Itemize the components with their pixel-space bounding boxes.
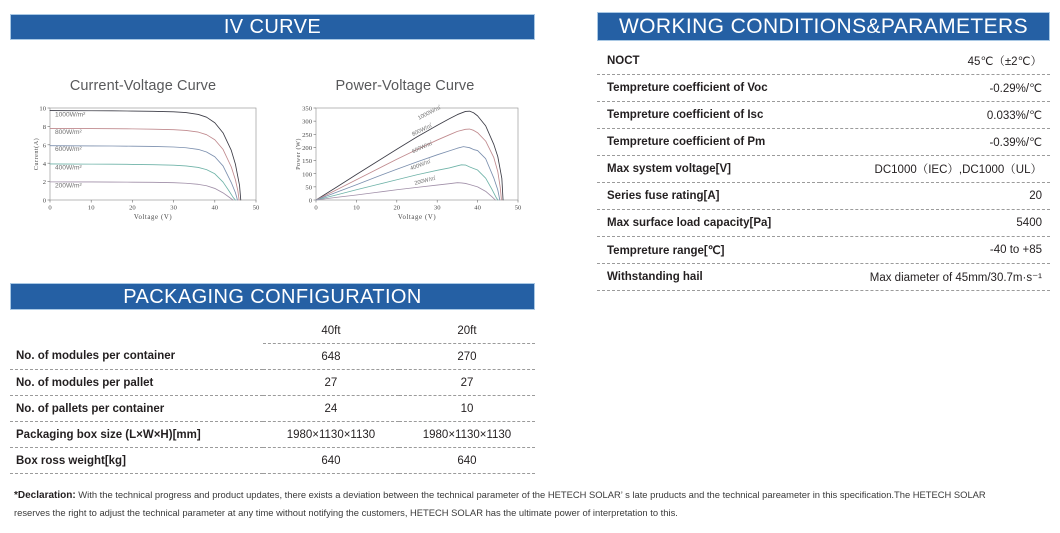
packaging-table (10, 318, 535, 474)
column-header-20ft: 20ft (399, 318, 535, 344)
declaration-text: With the technical progress and product updates, there exists a deviation between the technical parameter of the HETECH SOLAR’ s late pruducts and the technical pareameter in this specification.The HETECH SOLAR reserves the right to adjust the technical parameter at any time without notifying the customers, HETECH SOLAR has the ultimate power of interpretation to this. (14, 489, 986, 518)
svg-text:30: 30 (433, 204, 441, 212)
table-row (597, 129, 1050, 156)
packaging-row-label: No. of modules per pallet (10, 370, 263, 396)
chart-power-voltage (280, 46, 530, 261)
table-row (10, 422, 535, 448)
section-header-working-conditions (597, 12, 1050, 41)
packaging-value-40ft: 27 (263, 370, 399, 396)
svg-text:1000W/㎡: 1000W/㎡ (417, 104, 443, 122)
svg-text:Current(A): Current(A) (33, 137, 40, 171)
parameter-label: Tempreture coefficient of Voc (597, 75, 820, 102)
svg-text:350: 350 (302, 105, 312, 113)
packaging-header-blank (10, 318, 263, 344)
svg-text:Voltage (V): Voltage (V) (397, 214, 437, 221)
packaging-value-20ft: 10 (399, 396, 535, 422)
table-header-row (10, 318, 535, 344)
svg-text:800W/㎡: 800W/㎡ (411, 122, 434, 138)
table-row (597, 156, 1050, 183)
parameter-value: 45℃（±2℃） (820, 48, 1050, 75)
svg-text:2: 2 (42, 179, 46, 187)
packaging-row-label: Box ross weight[kg] (10, 448, 263, 474)
svg-text:6: 6 (42, 142, 46, 150)
parameter-value: Max diameter of 45mm/30.7m·s⁻¹ (820, 264, 1050, 291)
svg-text:150: 150 (302, 158, 312, 166)
parameter-label: Withstanding hail (597, 264, 820, 291)
svg-text:Power (W): Power (W) (295, 138, 302, 170)
svg-text:10: 10 (39, 105, 46, 113)
table-row (597, 264, 1050, 291)
table-row (10, 396, 535, 422)
parameter-label: Tempreture range[℃] (597, 237, 820, 264)
parameter-value: 0.033%/℃ (820, 102, 1050, 129)
packaging-value-40ft: 1980×1130×1130 (263, 422, 399, 448)
table-row (10, 344, 535, 370)
parameter-value: 5400 (820, 210, 1050, 237)
svg-text:10: 10 (87, 204, 95, 212)
packaging-value-20ft: 1980×1130×1130 (399, 422, 535, 448)
packaging-value-40ft: 24 (263, 396, 399, 422)
svg-text:0: 0 (308, 197, 312, 205)
svg-text:4: 4 (42, 160, 46, 168)
parameter-value: -0.39%/℃ (820, 129, 1050, 156)
svg-text:Voltage (V): Voltage (V) (133, 214, 173, 221)
packaging-row-label: No. of modules per container (10, 344, 263, 370)
parameter-value: DC1000（IEC）,DC1000（UL） (820, 156, 1050, 183)
chart-title-power-voltage: Power-Voltage Curve (335, 78, 475, 94)
parameter-label: Series fuse rating[A] (597, 183, 820, 210)
svg-text:30: 30 (170, 204, 177, 212)
table-row (10, 370, 535, 396)
svg-text:1000W/m²: 1000W/m² (54, 111, 86, 119)
parameter-label: NOCT (597, 48, 820, 75)
packaging-title: PACKAGING CONFIGURATION (123, 285, 422, 308)
svg-text:0: 0 (42, 197, 46, 205)
svg-text:300: 300 (302, 118, 312, 126)
table-row (597, 48, 1050, 75)
packaging-row-label: Packaging box size (L×W×H)[mm] (10, 422, 263, 448)
parameter-value: -0.29%/℃ (820, 75, 1050, 102)
svg-text:20: 20 (129, 204, 136, 212)
declaration-label: *Declaration: (14, 490, 76, 501)
svg-text:40: 40 (211, 204, 219, 212)
svg-text:0: 0 (48, 204, 52, 212)
chart-title-current-voltage: Current-Voltage Curve (69, 78, 217, 94)
power-voltage-plot (286, 102, 524, 222)
svg-text:250: 250 (302, 131, 312, 139)
svg-text:600W/m²: 600W/m² (54, 146, 82, 154)
table-row (597, 183, 1050, 210)
packaging-row-label: No. of pallets per container (10, 396, 263, 422)
svg-text:20: 20 (393, 204, 401, 212)
svg-text:8: 8 (42, 124, 46, 131)
svg-text:400W/m²: 400W/m² (54, 164, 82, 172)
packaging-value-40ft: 648 (263, 344, 399, 370)
svg-text:400W/㎡: 400W/㎡ (409, 158, 432, 173)
parameter-label: Tempreture coefficient of Isc (597, 102, 820, 129)
current-voltage-plot (24, 102, 262, 222)
parameter-label: Max surface load capacity[Pa] (597, 210, 820, 237)
svg-text:50: 50 (305, 184, 312, 192)
svg-text:40: 40 (474, 204, 481, 212)
working-conditions-table (597, 48, 1050, 291)
packaging-value-20ft: 270 (399, 344, 535, 370)
packaging-value-20ft: 27 (399, 370, 535, 396)
parameter-label: Max system voltage[V] (597, 156, 820, 183)
svg-text:10: 10 (353, 204, 360, 212)
svg-text:800W/m²: 800W/m² (54, 129, 82, 137)
chart-current-voltage (18, 46, 268, 261)
packaging-value-40ft: 640 (263, 448, 399, 474)
svg-text:600W/㎡: 600W/㎡ (411, 140, 434, 156)
parameter-value: -40 to +85 (820, 237, 1050, 264)
table-row (597, 210, 1050, 237)
charts-container (10, 46, 535, 261)
section-header-packaging (10, 283, 535, 310)
table-row (597, 237, 1050, 264)
table-row (597, 75, 1050, 102)
svg-text:0: 0 (314, 204, 318, 212)
parameter-value: 20 (820, 183, 1050, 210)
iv-curve-title: IV CURVE (223, 16, 322, 38)
table-row (10, 448, 535, 474)
svg-text:100: 100 (302, 171, 312, 179)
svg-text:200W/m²: 200W/m² (54, 182, 82, 190)
declaration-note (14, 487, 1014, 520)
parameter-label: Tempreture coefficient of Pm (597, 129, 820, 156)
table-row (597, 102, 1050, 129)
column-header-40ft: 40ft (263, 318, 399, 344)
packaging-value-20ft: 640 (399, 448, 535, 474)
svg-text:200: 200 (302, 145, 312, 153)
svg-text:50: 50 (514, 204, 522, 212)
section-header-iv-curve (10, 14, 535, 40)
svg-text:200W/㎡: 200W/㎡ (413, 175, 437, 187)
working-conditions-title: WORKING CONDITIONS&PARAMETERS (618, 15, 1029, 38)
svg-text:50: 50 (252, 204, 260, 212)
